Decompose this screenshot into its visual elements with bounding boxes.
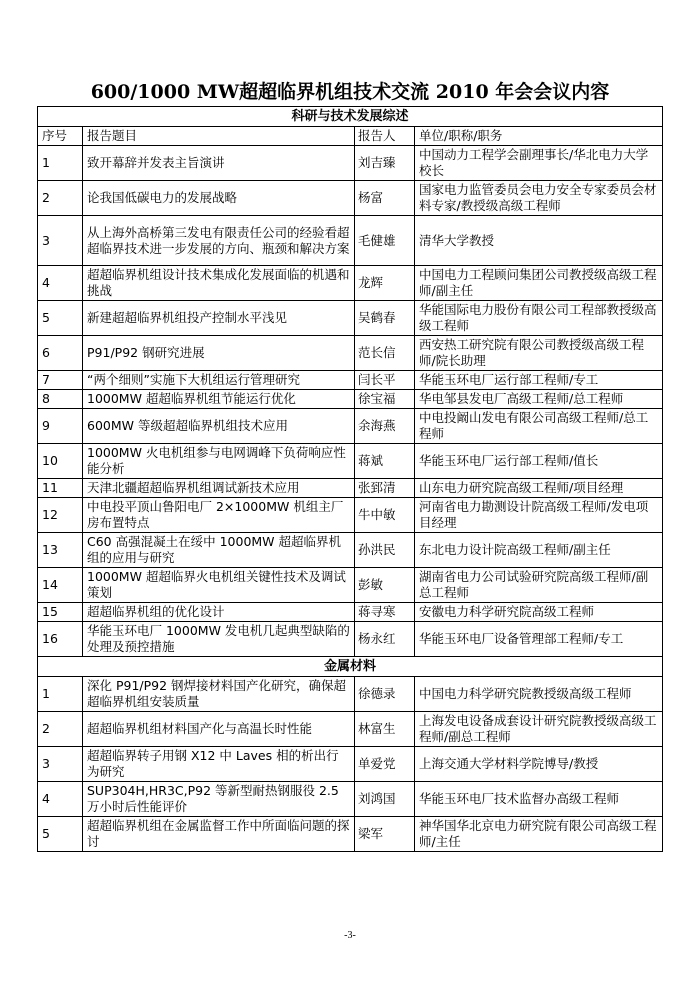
table-row xyxy=(38,371,663,390)
table-row xyxy=(38,479,663,498)
table-row xyxy=(38,712,663,747)
report-topic: 600MW 等级超超临界机组技术应用 xyxy=(83,409,355,444)
speaker-name: 毛健雄 xyxy=(355,216,415,266)
row-number: 2 xyxy=(38,712,83,747)
report-topic: 超超临界机组的优化设计 xyxy=(83,603,355,622)
report-topic: 超超临界转子用钢 X12 中 Laves 相的析出行为研究 xyxy=(83,747,355,782)
speaker-name: 龙辉 xyxy=(355,266,415,301)
speaker-affiliation: 国家电力监管委员会电力安全专家委员会材料专家/教授级高级工程师 xyxy=(415,181,663,216)
speaker-affiliation: 华能玉环电厂运行部工程师/值长 xyxy=(415,444,663,479)
section-row xyxy=(38,657,663,677)
speaker-affiliation: 安徽电力科学研究院高级工程师 xyxy=(415,603,663,622)
table-row xyxy=(38,622,663,657)
row-number: 5 xyxy=(38,301,83,336)
header-topic: 报告题目 xyxy=(83,127,355,146)
speaker-affiliation: 华能国际电力股份有限公司工程部教授级高级工程师 xyxy=(415,301,663,336)
header-unit: 单位/职称/职务 xyxy=(415,127,663,146)
speaker-name: 杨富 xyxy=(355,181,415,216)
section-title: 金属材料 xyxy=(38,657,663,677)
speaker-name: 彭敏 xyxy=(355,568,415,603)
table-row xyxy=(38,444,663,479)
page-number: -3- xyxy=(344,930,356,941)
speaker-name: 刘鸿国 xyxy=(355,782,415,817)
row-number: 4 xyxy=(38,782,83,817)
speaker-affiliation: 华电邹县发电厂高级工程师/总工程师 xyxy=(415,390,663,409)
table-row xyxy=(38,409,663,444)
row-number: 13 xyxy=(38,533,83,568)
agenda-table-body xyxy=(38,107,663,852)
report-topic: 超超临界机组在金属监督工作中所面临问题的探讨 xyxy=(83,817,355,852)
speaker-affiliation: 河南省电力勘测设计院高级工程师/发电项目经理 xyxy=(415,498,663,533)
speaker-name: 张郅清 xyxy=(355,479,415,498)
row-number: 1 xyxy=(38,146,83,181)
header-no: 序号 xyxy=(38,127,83,146)
row-number: 8 xyxy=(38,390,83,409)
table-row xyxy=(38,747,663,782)
speaker-affiliation: 中国动力工程学会副理事长/华北电力大学校长 xyxy=(415,146,663,181)
row-number: 9 xyxy=(38,409,83,444)
row-number: 14 xyxy=(38,568,83,603)
speaker-affiliation: 中电投阚山发电有限公司高级工程师/总工程师 xyxy=(415,409,663,444)
speaker-name: 杨永红 xyxy=(355,622,415,657)
report-topic: 超超临界机组材料国产化与高温长时性能 xyxy=(83,712,355,747)
row-number: 11 xyxy=(38,479,83,498)
report-topic: 深化 P91/P92 钢焊接材料国产化研究，确保超超临界机组安装质量 xyxy=(83,677,355,712)
report-topic: 1000MW 超超临界机组节能运行优化 xyxy=(83,390,355,409)
report-topic: SUP304H,HR3C,P92 等新型耐热钢服役 2.5 万小时后性能评价 xyxy=(83,782,355,817)
speaker-name: 林富生 xyxy=(355,712,415,747)
report-topic: 1000MW 火电机组参与电网调峰下负荷响应性能分析 xyxy=(83,444,355,479)
table-row xyxy=(38,498,663,533)
speaker-name: 刘吉臻 xyxy=(355,146,415,181)
speaker-affiliation: 中国电力工程顾问集团公司教授级高级工程师/副主任 xyxy=(415,266,663,301)
row-number: 16 xyxy=(38,622,83,657)
row-number: 3 xyxy=(38,216,83,266)
header-speaker: 报告人 xyxy=(355,127,415,146)
row-number: 7 xyxy=(38,371,83,390)
speaker-affiliation: 山东电力研究院高级工程师/项目经理 xyxy=(415,479,663,498)
speaker-affiliation: 西安热工研究院有限公司教授级高级工程师/院长助理 xyxy=(415,336,663,371)
row-number: 5 xyxy=(38,817,83,852)
speaker-name: 蒋斌 xyxy=(355,444,415,479)
table-row xyxy=(38,568,663,603)
speaker-name: 单爱党 xyxy=(355,747,415,782)
speaker-name: 徐宝福 xyxy=(355,390,415,409)
table-row xyxy=(38,390,663,409)
row-number: 3 xyxy=(38,747,83,782)
section-row xyxy=(38,107,663,127)
report-topic: 超超临界机组设计技术集成化发展面临的机遇和挑战 xyxy=(83,266,355,301)
page-title: 600/1000 MW超超临界机组技术交流 2010 年会会议内容 xyxy=(90,81,610,103)
table-row xyxy=(38,336,663,371)
table-row xyxy=(38,677,663,712)
table-row xyxy=(38,533,663,568)
row-number: 4 xyxy=(38,266,83,301)
speaker-affiliation: 上海发电设备成套设计研究院教授级高级工程师/副总工程师 xyxy=(415,712,663,747)
speaker-name: 吴鹤春 xyxy=(355,301,415,336)
speaker-affiliation: 华能玉环电厂设备管理部工程师/专工 xyxy=(415,622,663,657)
speaker-affiliation: 上海交通大学材料学院博导/教授 xyxy=(415,747,663,782)
section-title: 科研与技术发展综述 xyxy=(38,107,663,127)
report-topic: 天津北疆超超临界机组调试新技术应用 xyxy=(83,479,355,498)
speaker-affiliation: 神华国华北京电力研究院有限公司高级工程师/主任 xyxy=(415,817,663,852)
table-row xyxy=(38,301,663,336)
report-topic: 中电投平顶山鲁阳电厂 2×1000MW 机组主厂房布置特点 xyxy=(83,498,355,533)
speaker-name: 蒋寻寒 xyxy=(355,603,415,622)
report-topic: P91/P92 钢研究进展 xyxy=(83,336,355,371)
report-topic: 从上海外高桥第三发电有限责任公司的经验看超超临界技术进一步发展的方向、瓶颈和解决方案 xyxy=(83,216,355,266)
report-topic: 致开幕辞并发表主旨演讲 xyxy=(83,146,355,181)
report-topic: 华能玉环电厂 1000MW 发电机几起典型缺陷的处理及预控措施 xyxy=(83,622,355,657)
speaker-affiliation: 华能玉环电厂运行部工程师/专工 xyxy=(415,371,663,390)
table-row xyxy=(38,146,663,181)
report-topic: 论我国低碳电力的发展战略 xyxy=(83,181,355,216)
speaker-name: 闫长平 xyxy=(355,371,415,390)
report-topic: 1000MW 超超临界火电机组关键性技术及调试策划 xyxy=(83,568,355,603)
report-topic: “两个细则”实施下大机组运行管理研究 xyxy=(83,371,355,390)
speaker-name: 余海燕 xyxy=(355,409,415,444)
speaker-affiliation: 华能玉环电厂技术监督办高级工程师 xyxy=(415,782,663,817)
speaker-name: 牛中敏 xyxy=(355,498,415,533)
report-topic: 新建超超临界机组投产控制水平浅见 xyxy=(83,301,355,336)
row-number: 10 xyxy=(38,444,83,479)
table-row xyxy=(38,603,663,622)
speaker-affiliation: 湖南省电力公司试验研究院高级工程师/副总工程师 xyxy=(415,568,663,603)
table-row xyxy=(38,782,663,817)
speaker-name: 梁军 xyxy=(355,817,415,852)
row-number: 6 xyxy=(38,336,83,371)
speaker-affiliation: 中国电力科学研究院教授级高级工程师 xyxy=(415,677,663,712)
table-row xyxy=(38,266,663,301)
table-row xyxy=(38,216,663,266)
speaker-name: 徐德录 xyxy=(355,677,415,712)
report-topic: C60 高强混凝土在绥中 1000MW 超超临界机组的应用与研究 xyxy=(83,533,355,568)
row-number: 2 xyxy=(38,181,83,216)
agenda-table xyxy=(37,106,663,852)
speaker-affiliation: 东北电力设计院高级工程师/副主任 xyxy=(415,533,663,568)
speaker-name: 范长信 xyxy=(355,336,415,371)
row-number: 1 xyxy=(38,677,83,712)
table-row xyxy=(38,181,663,216)
speaker-name: 孙洪民 xyxy=(355,533,415,568)
row-number: 15 xyxy=(38,603,83,622)
speaker-affiliation: 清华大学教授 xyxy=(415,216,663,266)
row-number: 12 xyxy=(38,498,83,533)
header-row xyxy=(38,127,663,146)
table-row xyxy=(38,817,663,852)
